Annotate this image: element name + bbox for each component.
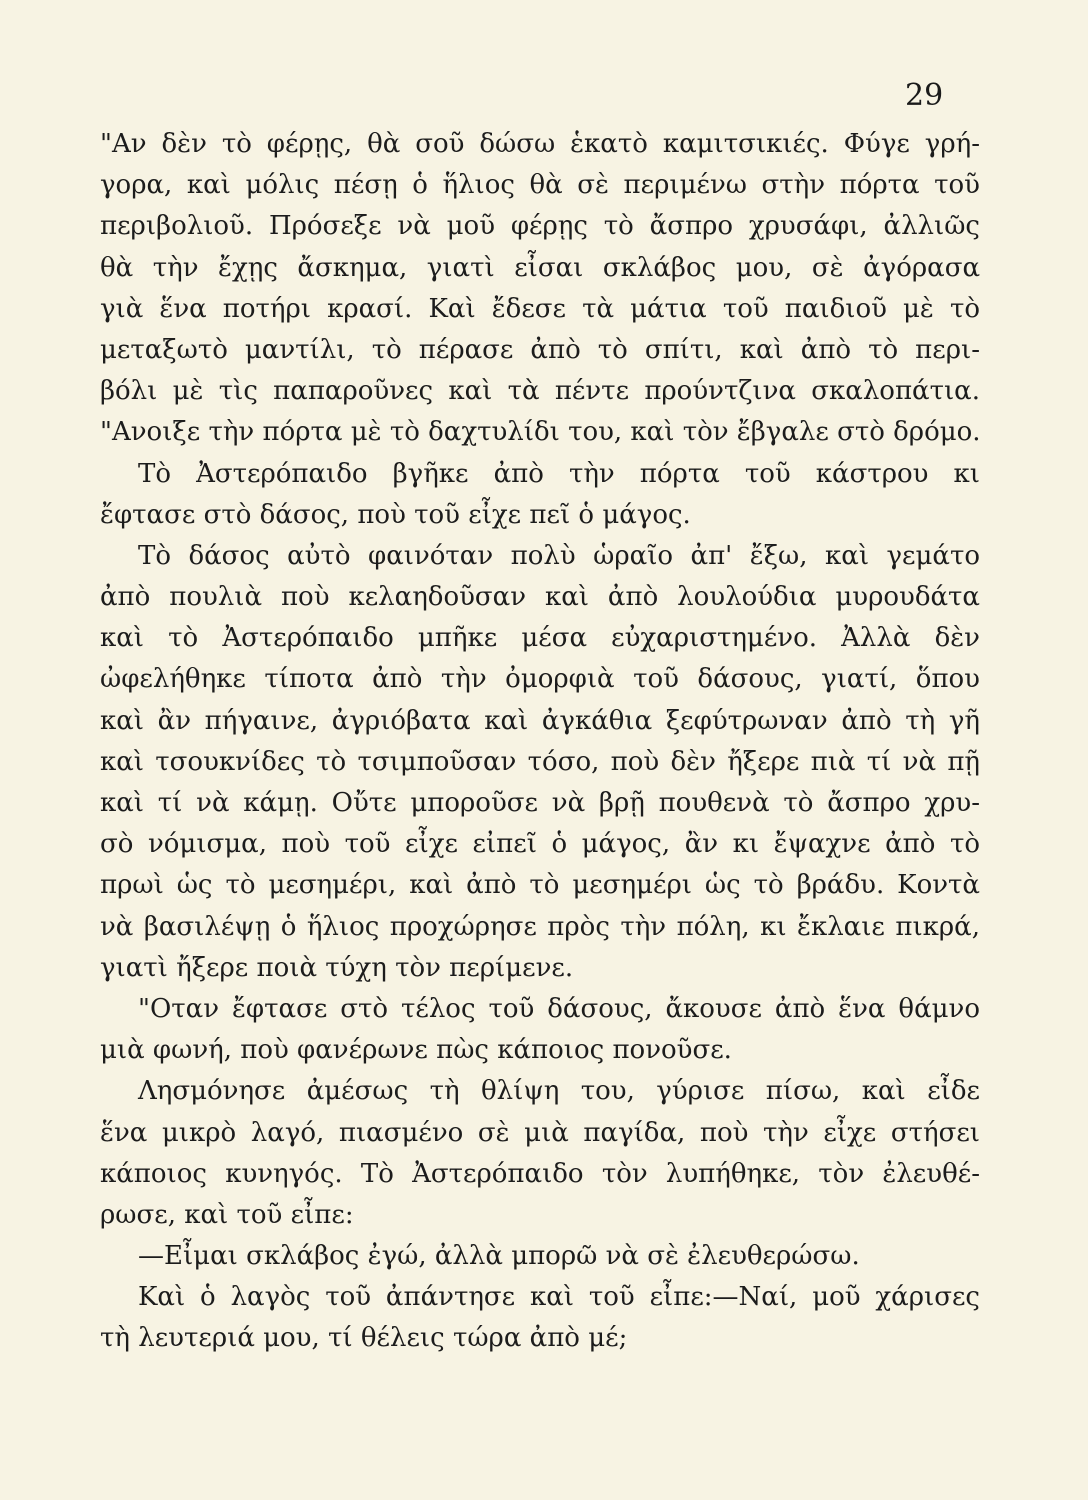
- body-text: [100, 124, 980, 1360]
- text-line: νὰ βασιλέψῃ ὁ ἥλιος προχώρησε πρὸς τὴν πόλη, κι ἔκλαιε πικρά,: [100, 911, 980, 942]
- text-line: γιὰ ἕνα ποτήρι κρασί. Καὶ ἔδεσε τὰ μάτια τοῦ παιδιοῦ μὲ τὸ: [100, 293, 980, 324]
- text-line: καὶ τὸ Ἀστερόπαιδο μπῆκε μέσα εὐχαριστημένο. Ἀλλὰ δὲν: [100, 623, 980, 654]
- text-line: Λησμόνησε ἀμέσως τὴ θλίψη του, γύρισε πίσω, καὶ εἶδε: [138, 1076, 980, 1107]
- page-number: 29: [905, 78, 944, 113]
- text-line: κάποιος κυνηγός. Τὸ Ἀστερόπαιδο τὸν λυπήθηκε, τὸν ἐλευθέ-: [100, 1158, 980, 1189]
- text-line: περιβολιοῦ. Πρόσεξε νὰ μοῦ φέρῃς τὸ ἄσπρο χρυσάφι, ἀλλιῶς: [100, 211, 980, 242]
- text-line: γιατὶ ἤξερε ποιὰ τύχη τὸν περίμενε.: [100, 952, 574, 983]
- text-line: πρωὶ ὡς τὸ μεσημέρι, καὶ ἀπὸ τὸ μεσημέρι ὡς τὸ βράδυ. Κοντὰ: [100, 870, 980, 901]
- text-line: —Εἶμαι σκλάβος ἐγώ, ἀλλὰ μπορῶ νὰ σὲ ἐλευθερώσω.: [138, 1241, 860, 1272]
- text-line: Καὶ ὁ λαγὸς τοῦ ἀπάντησε καὶ τοῦ εἶπε:—Ναί, μοῦ χάρισες: [138, 1282, 980, 1313]
- text-line: γορα, καὶ μόλις πέσῃ ὁ ἥλιος θὰ σὲ περιμένω στὴν πόρτα τοῦ: [100, 170, 980, 201]
- text-line: σὸ νόμισμα, ποὺ τοῦ εἶχε εἰπεῖ ὁ μάγος, ἂν κι ἔψαχνε ἀπὸ τὸ: [100, 829, 980, 860]
- text-line: καὶ τί νὰ κάμῃ. Οὔτε μποροῦσε νὰ βρῇ πουθενὰ τὸ ἄσπρο χρυ-: [100, 788, 980, 818]
- text-line: μιὰ φωνή, ποὺ φανέρωνε πὼς κάποιος πονοῦσε.: [100, 1035, 732, 1066]
- text-line: ἔφτασε στὸ δάσος, ποὺ τοῦ εἶχε πεῖ ὁ μάγος.: [100, 499, 691, 530]
- text-line: ὠφελήθηκε τίποτα ἀπὸ τὴν ὀμορφιὰ τοῦ δάσους, γιατί, ὅπου: [100, 664, 980, 695]
- text-line: καὶ τσουκνίδες τὸ τσιμποῦσαν τόσο, ποὺ δὲν ἤξερε πιὰ τί νὰ πῇ: [100, 746, 980, 777]
- text-line: μεταξωτὸ μαντίλι, τὸ πέρασε ἀπὸ τὸ σπίτι, καὶ ἀπὸ τὸ περι-: [100, 334, 980, 365]
- text-line: "Αν δὲν τὸ φέρῃς, θὰ σοῦ δώσω ἑκατὸ καμιτσικιές. Φύγε γρή-: [100, 129, 980, 159]
- text-line: Τὸ δάσος αὐτὸ φαινόταν πολὺ ὡραῖο ἀπ' ἔξω, καὶ γεμάτο: [138, 540, 980, 571]
- text-line: ἀπὸ πουλιὰ ποὺ κελαηδοῦσαν καὶ ἀπὸ λουλούδια μυρουδάτα: [100, 582, 980, 613]
- text-line: τὴ λευτεριά μου, τί θέλεις τώρα ἀπὸ μέ;: [100, 1323, 628, 1354]
- text-line: ἕνα μικρὸ λαγό, πιασμένο σὲ μιὰ παγίδα, ποὺ τὴν εἶχε στήσει: [100, 1117, 980, 1148]
- text-line: ρωσε, καὶ τοῦ εἶπε:: [100, 1199, 354, 1230]
- text-line: Τὸ Ἀστερόπαιδο βγῆκε ἀπὸ τὴν πόρτα τοῦ κάστρου κι: [138, 458, 980, 489]
- text-line: "Ανοιξε τὴν πόρτα μὲ τὸ δαχτυλίδι του, καὶ τὸν ἔβγαλε στὸ δρόμο.: [100, 417, 981, 448]
- text-line: θὰ τὴν ἔχῃς ἄσκημα, γιατὶ εἶσαι σκλάβος μου, σὲ ἀγόρασα: [100, 252, 980, 283]
- text-line: καὶ ἂν πήγαινε, ἀγριόβατα καὶ ἀγκάθια ξεφύτρωναν ἀπὸ τὴ γῆ: [100, 705, 980, 736]
- text-line: βόλι μὲ τὶς παπαροῦνες καὶ τὰ πέντε προύντζινα σκαλοπάτια.: [100, 376, 980, 407]
- text-line: "Οταν ἔφτασε στὸ τέλος τοῦ δάσους, ἄκουσε ἀπὸ ἕνα θάμνο: [138, 993, 980, 1024]
